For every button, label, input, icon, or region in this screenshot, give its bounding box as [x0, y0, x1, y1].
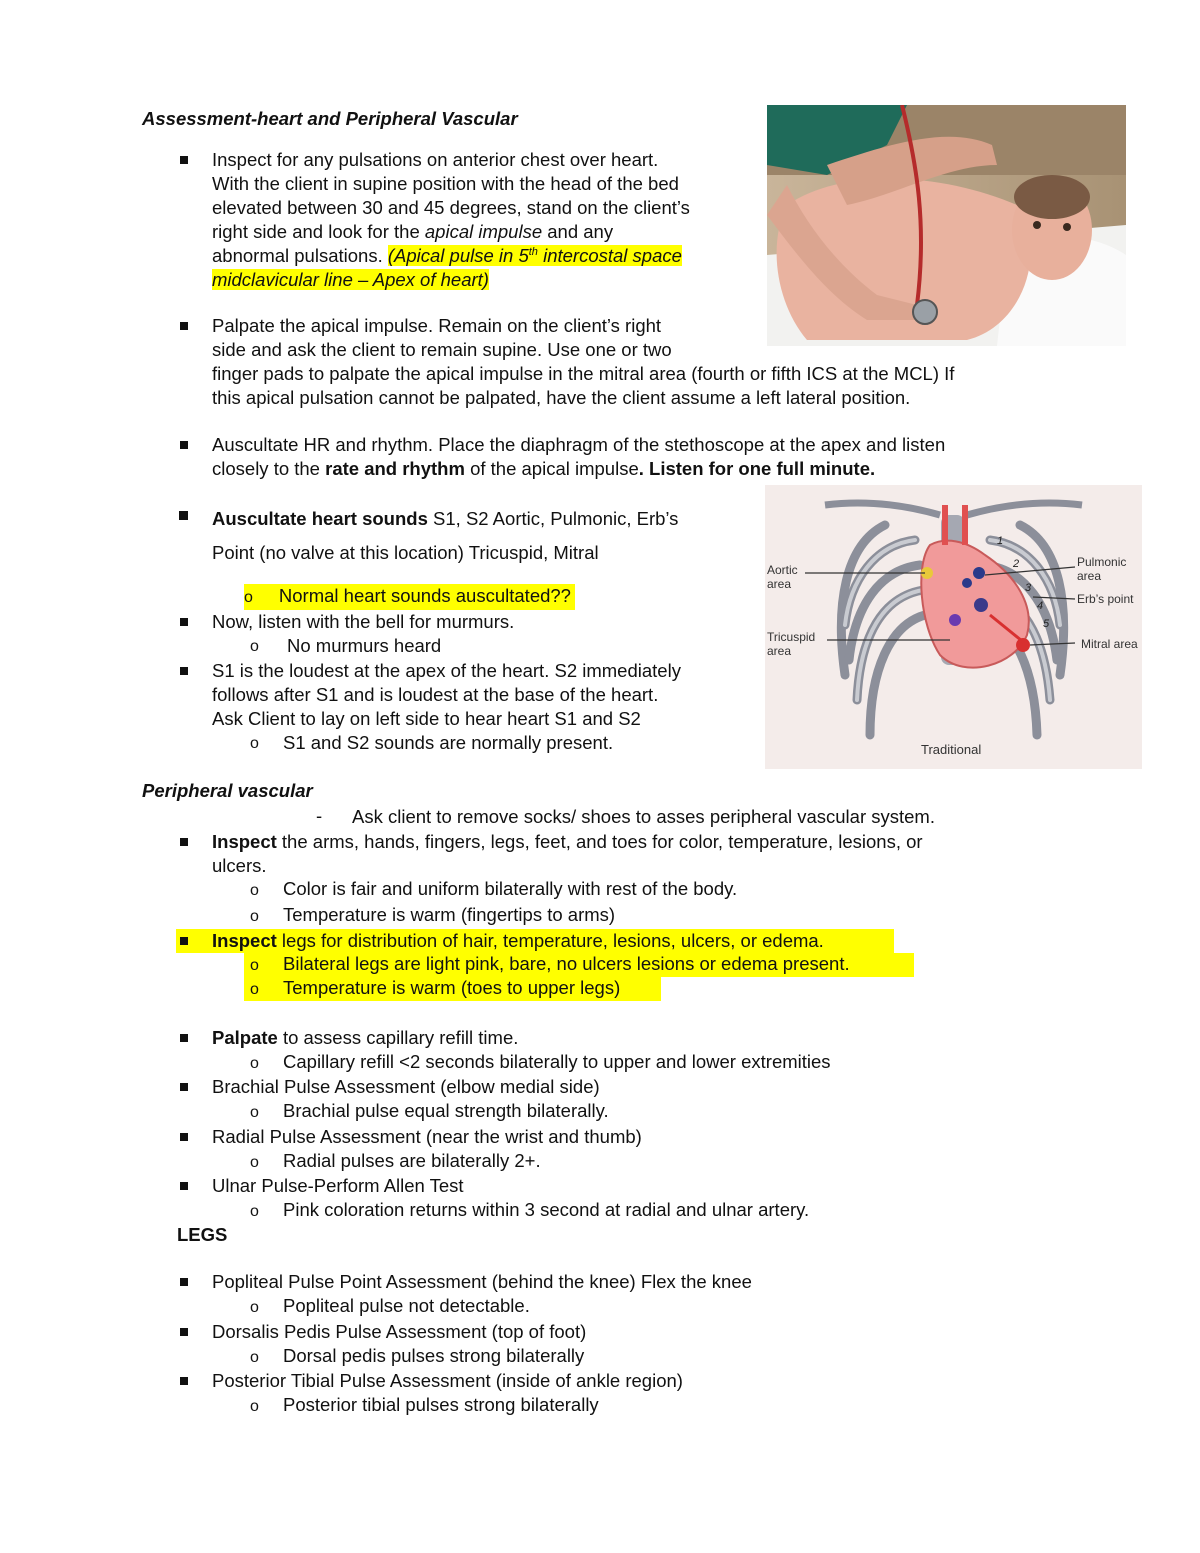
- pv-inspect-2-sub-2: Temperature is warm (toes to upper legs): [283, 977, 621, 998]
- p6-line-1: S1 is the loudest at the apex of the heart. S2 immediately: [212, 660, 681, 681]
- circle-bullet-icon: o: [250, 882, 259, 899]
- text: closely to the: [212, 458, 326, 479]
- circle-bullet-icon: o: [250, 638, 259, 655]
- erbs-point-label: Erb’s point: [1077, 592, 1134, 606]
- bullet-icon: [180, 1083, 188, 1091]
- bullet-icon: [180, 1034, 188, 1042]
- bold-text: rate and rhythm: [325, 458, 465, 479]
- text: abnormal pulsations.: [212, 245, 388, 266]
- text: of the apical impulse: [464, 458, 639, 479]
- p3-line-1: Auscultate HR and rhythm. Place the diaphragm of the stethoscope at the apex and listen: [212, 434, 946, 455]
- p3-line-2: [212, 457, 875, 481]
- rib-number-5: 5: [1043, 618, 1050, 630]
- bullet-icon: [180, 1182, 188, 1190]
- p2-line-2: side and ask the client to remain supine. Use one or two: [212, 339, 672, 360]
- text: legs for distribution of hair, temperature, lesions, ulcers, or edema.: [276, 930, 824, 951]
- pv-inspect-2: [212, 929, 824, 953]
- pv-inspect-1-sub-2: Temperature is warm (fingertips to arms): [283, 904, 616, 925]
- heart-auscultation-diagram: [765, 485, 1142, 769]
- traditional-label: Traditional: [921, 742, 982, 757]
- tricuspid-label-line-1: Tricuspid: [767, 630, 816, 644]
- p1-line-1: Inspect for any pulsations on anterior chest over heart.: [212, 149, 659, 170]
- legs-posterior: Posterior Tibial Pulse Assessment (inside of ankle region): [212, 1370, 683, 1391]
- highlighted-note: midclavicular line – Apex of heart): [212, 269, 489, 290]
- text: intercostal space: [537, 245, 682, 266]
- stethoscope-exam-photo: [767, 105, 1126, 346]
- p6-line-2: follows after S1 and is loudest at the base of the heart.: [212, 684, 659, 705]
- bold-text: Inspect: [212, 930, 277, 951]
- pv-inspect-2-sub-1: Bilateral legs are light pink, bare, no ulcers lesions or edema present.: [283, 953, 850, 974]
- rib-number-1: 1: [997, 535, 1004, 547]
- p1-line-5: [212, 244, 682, 268]
- circle-bullet-icon: o: [250, 1299, 259, 1316]
- p6-sub-1: S1 and S2 sounds are normally present.: [283, 732, 614, 753]
- legs-dorsalis-sub-1: Dorsal pedis pulses strong bilaterally: [283, 1345, 585, 1366]
- pv-inspect-1-sub-1: Color is fair and uniform bilaterally with rest of the body.: [283, 878, 738, 899]
- pv-ulnar: Ulnar Pulse-Perform Allen Test: [212, 1175, 464, 1196]
- pv-ulnar-sub-1: Pink coloration returns within 3 second at radial and ulnar artery.: [283, 1199, 810, 1220]
- pv-palpate-sub-1: Capillary refill <2 seconds bilaterally to upper and lower extremities: [283, 1051, 831, 1072]
- text: S1, S2 Aortic, Pulmonic, Erb’s: [427, 508, 679, 529]
- pv-brachial: Brachial Pulse Assessment (elbow medial side): [212, 1076, 600, 1097]
- legs-dorsalis: Dorsalis Pedis Pulse Assessment (top of foot): [212, 1321, 587, 1342]
- bullet-icon: [179, 511, 188, 520]
- p1-line-3: elevated between 30 and 45 degrees, stand on the client’s: [212, 197, 690, 218]
- p4-line-1: [212, 507, 678, 531]
- bold-text: Palpate: [212, 1027, 278, 1048]
- bold-text: Auscultate heart sounds: [212, 508, 428, 529]
- bullet-icon: [180, 1133, 188, 1141]
- bullet-icon: [180, 838, 188, 846]
- section-heading-legs: LEGS: [177, 1224, 228, 1245]
- text: and any: [542, 221, 614, 242]
- circle-bullet-icon: o: [250, 1104, 259, 1121]
- dash-icon: -: [316, 805, 323, 826]
- pv-radial: Radial Pulse Assessment (near the wrist and thumb): [212, 1126, 642, 1147]
- aortic-label-line-1: Aortic: [767, 563, 798, 577]
- text: (Apical pulse in 5: [387, 245, 529, 266]
- circle-bullet-icon: o: [250, 1055, 259, 1072]
- p6-line-3: Ask Client to lay on left side to hear heart S1 and S2: [212, 708, 641, 729]
- p5-line-1: Now, listen with the bell for murmurs.: [212, 611, 515, 632]
- circle-bullet-icon: o: [244, 589, 253, 606]
- bullet-icon: [180, 1377, 188, 1385]
- pv-inspect-1: [212, 830, 923, 854]
- circle-bullet-icon: o: [250, 908, 259, 925]
- circle-bullet-icon: o: [250, 1349, 259, 1366]
- circle-bullet-icon: o: [250, 981, 259, 998]
- bullet-icon: [180, 618, 188, 626]
- p1-line-6: [212, 268, 489, 292]
- aortic-area-label: [767, 563, 798, 591]
- text: the arms, hands, fingers, legs, feet, and toes for color, temperature, lesions, or: [276, 831, 923, 852]
- p2-line-4: this apical pulsation cannot be palpated, have the client assume a left lateral position.: [212, 387, 911, 408]
- pv-radial-sub-1: Radial pulses are bilaterally 2+.: [283, 1150, 541, 1171]
- apical-impulse-term: apical impulse: [424, 221, 543, 242]
- rib-number-4: 4: [1037, 600, 1044, 612]
- circle-bullet-icon: o: [250, 957, 259, 974]
- legs-popliteal: Popliteal Pulse Point Assessment (behind the knee) Flex the knee: [212, 1271, 752, 1292]
- circle-bullet-icon: o: [250, 735, 259, 752]
- p5-sub-1: No murmurs heard: [287, 635, 442, 656]
- bullet-icon: [180, 667, 188, 675]
- pulmonic-label-line-2: area: [1077, 569, 1102, 583]
- pv-palpate: [212, 1026, 518, 1050]
- p1-line-2: With the client in supine position with the head of the bed: [212, 173, 679, 194]
- bullet-icon: [180, 322, 188, 330]
- p2-line-1: Palpate the apical impulse. Remain on the client’s right: [212, 315, 662, 336]
- circle-bullet-icon: o: [250, 1203, 259, 1220]
- tricuspid-area-label: [767, 630, 815, 658]
- rib-number-2: 2: [1013, 558, 1020, 570]
- circle-bullet-icon: o: [250, 1154, 259, 1171]
- highlighted-note: [388, 245, 682, 266]
- p4-sub-1: [244, 584, 575, 610]
- text: right side and look for the: [212, 221, 425, 242]
- bullet-icon: [180, 1328, 188, 1336]
- rib-number-3: 3: [1025, 582, 1032, 594]
- pulmonic-area-label: [1077, 555, 1126, 583]
- bullet-icon: [180, 1278, 188, 1286]
- rib-cage-illustration: [765, 485, 1142, 769]
- page-title: Assessment-heart and Peripheral Vascular: [142, 108, 518, 129]
- circle-bullet-icon: o: [250, 1398, 259, 1415]
- mitral-area-label: Mitral area: [1081, 637, 1138, 651]
- p2-line-3: finger pads to palpate the apical impulse in the mitral area (fourth or fifth ICS at the MCL) If: [212, 363, 955, 384]
- bullet-icon: [180, 156, 188, 164]
- section-heading-peripheral: Peripheral vascular: [142, 780, 313, 801]
- pulmonic-label-line-1: Pulmonic: [1077, 555, 1127, 569]
- pv-brachial-sub-1: Brachial pulse equal strength bilaterally.: [283, 1100, 609, 1121]
- text: Normal heart sounds auscultated??: [278, 585, 571, 606]
- bullet-icon: [180, 441, 188, 449]
- aortic-label-line-2: area: [767, 577, 792, 591]
- bold-text: . Listen for one full minute.: [638, 458, 876, 479]
- pv-dash-item: Ask client to remove socks/ shoes to asses peripheral vascular system.: [352, 806, 935, 827]
- p1-line-4: [212, 220, 613, 244]
- p4-line-2: Point (no valve at this location) Tricuspid, Mitral: [212, 542, 599, 563]
- superscript: th: [528, 245, 538, 258]
- legs-popliteal-sub-1: Popliteal pulse not detectable.: [283, 1295, 530, 1316]
- tricuspid-label-line-2: area: [767, 644, 792, 658]
- pv-inspect-1-cont: ulcers.: [212, 855, 267, 876]
- text: to assess capillary refill time.: [277, 1027, 519, 1048]
- bullet-icon: [180, 937, 188, 945]
- bold-text: Inspect: [212, 831, 277, 852]
- legs-posterior-sub-1: Posterior tibial pulses strong bilaterally: [283, 1394, 599, 1415]
